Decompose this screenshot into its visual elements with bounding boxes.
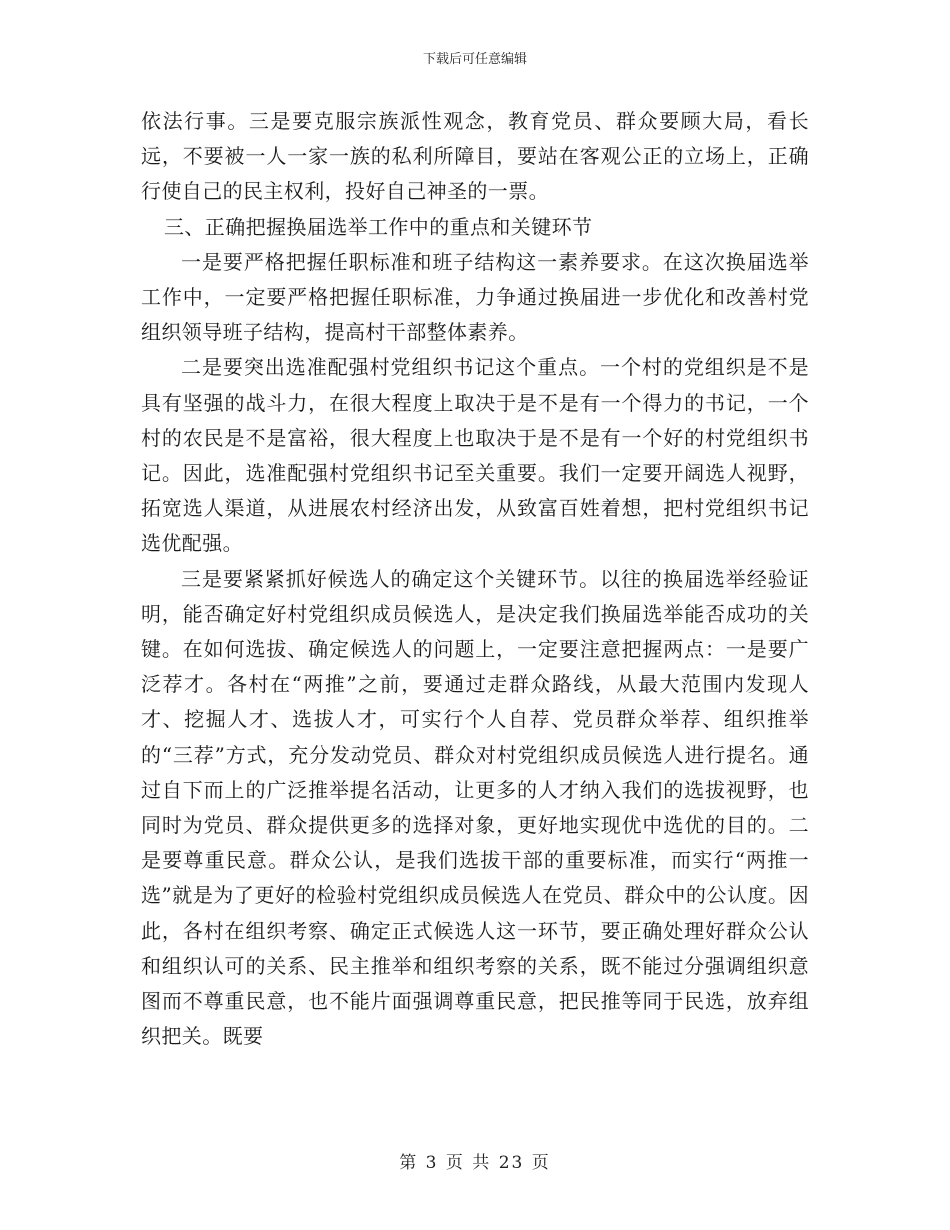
paragraph-continuation: 依法行事。三是要克服宗族派性观念，教育党员、群众要顾大局，看长远，不要被一人一家一族的私利所障目，要站在客观公正的立场上，正确行使自己的民主权利，投好自己神圣的一票。 xyxy=(141,109,809,204)
document-body xyxy=(141,104,809,1054)
paragraph-point-three: 三是要紧紧抓好候选人的确定这个关键环节。以往的换届选举经验证明，能否确定好村党组织成员候选人，是决定我们换届选举能否成功的关键。在如何选拔、确定候选人的问题上，一定要注意把握两点：一是要广泛荐才。各村在“两推”之前，要通过走群众路线，从最大范围内发现人才、挖掘人才、选拔人才，可实行个人自荐、党员群众举荐、组织推举的“三荐”方式，充分发动党员、群众对村党组织成员候选人进行提名。通过自下而上的广泛推举提名活动，让更多的人才纳入我们的选拔视野，也同时为党员、群众提供更多的选择对象，更好地实现优中选优的目的。二是要尊重民意。群众公认，是我们选拔干部的重要标准，而实行“两推一选”就是为了更好的检验村党组织成员候选人在党员、群众中的公认度。因此，各村在组织考察、确定正式候选人这一环节，要正确处理好群众公认和组织认可的关系、民主推举和组织考察的关系，既不能过分强调组织意图而不尊重民意，也不能片面强调尊重民意，把民推等同于民选，放弃组织把关。既要 xyxy=(141,566,809,1049)
page-number: 第 3 页 共 23 页 xyxy=(399,1153,551,1173)
section-heading: 三、正确把握换届选举工作中的重点和关键环节 xyxy=(164,214,593,239)
header-note: 下载后可任意编辑 xyxy=(422,52,527,67)
paragraph-point-two: 二是要突出选准配强村党组织书记这个重点。一个村的党组织是不是具有坚强的战斗力，在很大程度上取决于是不是有一个得力的书记，一个村的农民是不是富裕，很大程度上也取决于是不是有一个好的村党组织书记。因此，选准配强村党组织书记至关重要。我们一定要开阔选人视野，拓宽选人渠道，从进展农村经济出发，从致富百姓着想，把村党组织书记选优配强。 xyxy=(141,355,809,556)
paragraph-point-one: 一是要严格把握任职标准和班子结构这一素养要求。在这次换届选举工作中，一定要严格把握任职标准，力争通过换届进一步优化和改善村党组织领导班子结构，提高村干部整体素养。 xyxy=(141,249,809,345)
